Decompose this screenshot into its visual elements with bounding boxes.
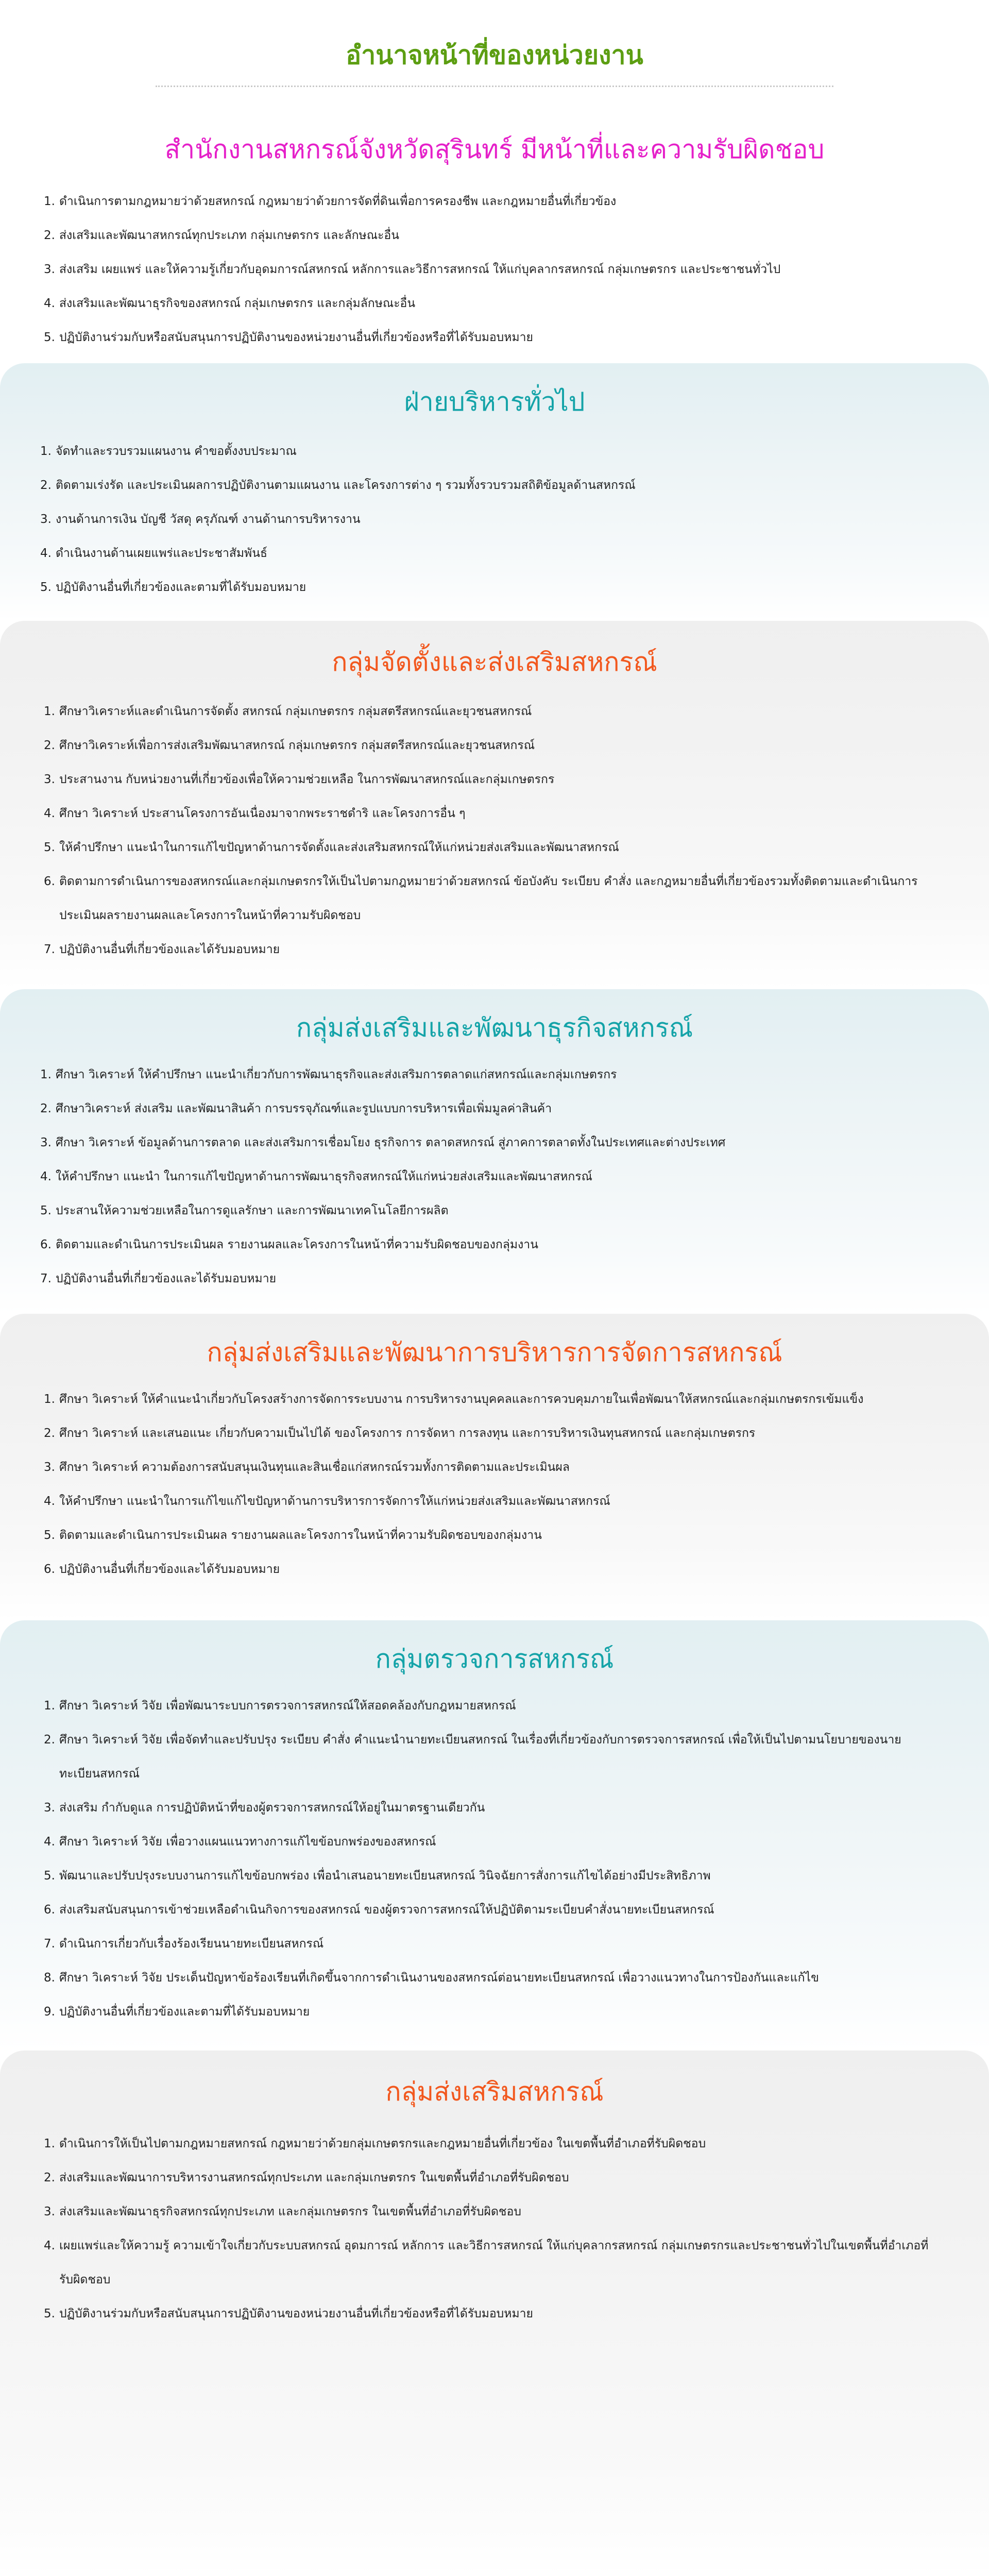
list-item: ติดตามเร่งรัด และประเมินผลการปฏิบัติงานตามแผนงาน และโครงการต่าง ๆ รวมทั้งรวบรวมสถิติข้อมูลด้านสหกรณ์ — [56, 479, 636, 492]
list-item: ศึกษาวิเคราะห์และดำเนินการจัดตั้ง สหกรณ์ กลุ่มเกษตรกร กลุ่มสตรีสหกรณ์และยุวชนสหกรณ์ — [59, 705, 532, 718]
list-item: ปฏิบัติงานร่วมกับหรือสนับสนุนการปฏิบัติงานของหน่วยงานอื่นที่เกี่ยวข้องหรือที่ได้รับมอบหมาย — [59, 2307, 533, 2320]
list-item: ให้คำปรึกษา แนะนำในการแก้ไขแก้ไขปัญหาด้านการบริหารการจัดการให้แก่หน่วยส่งเสริมและพัฒนาสหกรณ์ — [59, 1495, 610, 1508]
duty-list — [44, 184, 950, 354]
section-cooperative-promotion — [0, 2050, 989, 2576]
duty-list — [40, 1058, 947, 1296]
list-item: ศึกษา วิเคราะห์ ให้คำปรึกษา แนะนำเกี่ยวกับการพัฒนาธุรกิจและส่งเสริมการตลาดแก่สหกรณ์และกลุ่มเกษตรกร — [56, 1068, 617, 1081]
list-item: ดำเนินงานด้านเผยแพร่และประชาสัมพันธ์ — [56, 547, 267, 560]
section-heading: กลุ่มจัดตั้งและส่งเสริมสหกรณ์ — [332, 647, 657, 677]
section-heading: กลุ่มส่งเสริมสหกรณ์ — [385, 2077, 604, 2107]
list-item: ส่งเสริมสนับสนุนการเข้าช่วยเหลือดำเนินกิจการของสหกรณ์ ของผู้ตรวจการสหกรณ์ให้ปฏิบัติตามระเบียบคำสั่งนายทะเบียนสหกรณ์ — [59, 1903, 714, 1917]
list-item: ศึกษา วิเคราะห์ ประสานโครงการอันเนื่องมาจากพระราชดำริ และโครงการอื่น ๆ — [59, 807, 466, 820]
duty-list — [44, 2127, 940, 2331]
list-item: ให้คำปรึกษา แนะนำในการแก้ไขปัญหาด้านการจัดตั้งและส่งเสริมสหกรณ์ให้แก่หน่วยส่งเสริมและพัฒนาสหกรณ์ — [59, 841, 619, 854]
list-item: ดำเนินการตามกฎหมายว่าด้วยสหกรณ์ กฎหมายว่าด้วยการจัดที่ดินเพื่อการครองชีพ และกฎหมายอื่นที่เกี่ยวข้อง — [59, 195, 617, 208]
list-item: ศึกษา วิเคราะห์ ให้คำแนะนำเกี่ยวกับโครงสร้างการจัดการระบบงาน การบริหารงานบุคคลและการควบคุมภายในเพื่อพัฒนาให้สหกรณ์และกลุ่มเกษตรกรเข้มแข็ง — [59, 1393, 864, 1406]
list-item: ประสานให้ความช่วยเหลือในการดูแลรักษา และการพัฒนาเทคโนโลยีการผลิต — [56, 1204, 449, 1217]
list-item: ศึกษา วิเคราะห์ วิจัย เพื่อวางแผนแนวทางการแก้ไขข้อบกพร่องของสหกรณ์ — [59, 1835, 436, 1849]
list-item: ศึกษา วิเคราะห์ วิจัย ประเด็นปัญหาข้อร้องเรียนที่เกิดขึ้นจากการดำเนินงานของสหกรณ์ต่อนายทะเบียนสหกรณ์ เพื่อวางแนวทางในการป้องกันและแก้ไข — [59, 1971, 819, 1985]
list-item: ศึกษาวิเคราะห์ ส่งเสริม และพัฒนาสินค้า การบรรจุภัณฑ์และรูปแบบการบริหารเพื่อเพิ่มมูลค่าสินค้า — [56, 1102, 552, 1115]
list-item: ศึกษา วิเคราะห์ และเสนอแนะ เกี่ยวกับความเป็นไปได้ ของโครงการ การจัดหา การลงทุน และการบริหารเงินทุนสหกรณ์ และกลุ่มเกษตรกร — [59, 1427, 756, 1440]
list-item: ศึกษาวิเคราะห์เพื่อการส่งเสริมพัฒนาสหกรณ์ กลุ่มเกษตรกร กลุ่มสตรีสหกรณ์และยุวชนสหกรณ์ — [59, 739, 535, 752]
duty-list — [44, 1382, 961, 1586]
section-management-development — [0, 1314, 989, 1620]
list-item: ปฏิบัติงานอื่นที่เกี่ยวข้องและตามที่ได้รับมอบหมาย — [59, 2005, 310, 2019]
list-item: ศึกษา วิเคราะห์ ความต้องการสนับสนุนเงินทุนและสินเชื่อแก่สหกรณ์รวมทั้งการติดตามและประเมินผล — [59, 1461, 570, 1474]
list-item: ประสานงาน กับหน่วยงานที่เกี่ยวข้องเพื่อให้ความช่วยเหลือ ในการพัฒนาสหกรณ์และกลุ่มเกษตรกร — [59, 773, 555, 786]
page-header — [0, 0, 989, 90]
list-item: ปฏิบัติงานร่วมกับหรือสนับสนุนการปฏิบัติงานของหน่วยงานอื่นที่เกี่ยวข้องหรือที่ได้รับมอบหมาย — [59, 331, 533, 344]
list-item: ติดตามการดำเนินการของสหกรณ์และกลุ่มเกษตรกรให้เป็นไปตามกฎหมายว่าด้วยสหกรณ์ ข้อบังคับ ระเบียบ คำสั่ง และกฎหมายอื่นที่เกี่ยวข้องรวมทั้งติดตามและดำเนินการประเมินผลรายงานผลและโครงการในหน้าที่ความรับผิดชอบ — [59, 875, 918, 922]
list-item: ดำเนินการให้เป็นไปตามกฎหมายสหกรณ์ กฎหมายว่าด้วยกลุ่มเกษตรกรและกฎหมายอื่นที่เกี่ยวข้อง ในเขตพื้นที่อำเภอที่รับผิดชอบ — [59, 2137, 706, 2150]
section-establishment-promotion — [0, 621, 989, 989]
list-item: ส่งเสริม กำกับดูแล การปฏิบัติหน้าที่ของผู้ตรวจการสหกรณ์ให้อยู่ในมาตรฐานเดียวกัน — [59, 1801, 485, 1815]
list-item: ติดตามและดำเนินการประเมินผล รายงานผลและโครงการในหน้าที่ความรับผิดชอบของกลุ่มงาน — [59, 1529, 542, 1542]
list-item: ส่งเสริมและพัฒนาสหกรณ์ทุกประเภท กลุ่มเกษตรกร และลักษณะอื่น — [59, 229, 399, 242]
list-item: ปฏิบัติงานอื่นที่เกี่ยวข้องและตามที่ได้รับมอบหมาย — [56, 581, 306, 594]
list-item: ติดตามและดำเนินการประเมินผล รายงานผลและโครงการในหน้าที่ความรับผิดชอบของกลุ่มงาน — [56, 1238, 538, 1251]
section-heading: สำนักงานสหกรณ์จังหวัดสุรินทร์ มีหน้าที่และความรับผิดชอบ — [164, 134, 825, 164]
title-divider — [156, 86, 833, 87]
section-business-development — [0, 989, 989, 1314]
list-item: ส่งเสริมและพัฒนาการบริหารงานสหกรณ์ทุกประเภท และกลุ่มเกษตรกร ในเขตพื้นที่อำเภอที่รับผิดชอบ — [59, 2171, 569, 2184]
list-item: ส่งเสริมและพัฒนาธุรกิจของสหกรณ์ กลุ่มเกษตรกร และกลุ่มลักษณะอื่น — [59, 297, 416, 310]
list-item: งานด้านการเงิน บัญชี วัสดุ ครุภัณฑ์ งานด้านการบริหารงาน — [56, 513, 361, 526]
list-item: ปฏิบัติงานอื่นที่เกี่ยวข้องและได้รับมอบหมาย — [59, 1563, 280, 1576]
list-item: ศึกษา วิเคราะห์ ข้อมูลด้านการตลาด และส่งเสริมการเชื่อมโยง ธุรกิจการ ตลาดสหกรณ์ สู่ภาคการตลาดทั้งในประเทศและต่างประเทศ — [56, 1136, 726, 1149]
section-heading: กลุ่มตรวจการสหกรณ์ — [375, 1644, 614, 1674]
section-heading: ฝ่ายบริหารทั่วไป — [404, 387, 585, 417]
list-item: ศึกษา วิเคราะห์ วิจัย เพื่อพัฒนาระบบการตรวจการสหกรณ์ให้สอดคล้องกับกฎหมายสหกรณ์ — [59, 1699, 516, 1713]
list-item: พัฒนาและปรับปรุงระบบงานการแก้ไขข้อบกพร่อง เพื่อนำเสนอนายทะเบียนสหกรณ์ วินิจฉัยการสั่งการแก้ไขได้อย่างมีประสิทธิภาพ — [59, 1869, 711, 1883]
page-title: อำนาจหน้าที่ของหน่วยงาน — [346, 40, 643, 70]
section-heading: กลุ่มส่งเสริมและพัฒนาการบริหารการจัดการสหกรณ์ — [207, 1337, 782, 1367]
list-item: ให้คำปรึกษา แนะนำ ในการแก้ไขปัญหาด้านการพัฒนาธุรกิจสหกรณ์ให้แก่หน่วยส่งเสริมและพัฒนาสหกรณ์ — [56, 1170, 592, 1183]
list-item: ส่งเสริมและพัฒนาธุรกิจสหกรณ์ทุกประเภท และกลุ่มเกษตรกร ในเขตพื้นที่อำเภอที่รับผิดชอบ — [59, 2205, 521, 2218]
section-heading: กลุ่มส่งเสริมและพัฒนาธุรกิจสหกรณ์ — [296, 1013, 693, 1043]
list-item: เผยแพร่และให้ความรู้ ความเข้าใจเกี่ยวกับระบบสหกรณ์ อุดมการณ์ หลักการ และวิธีการสหกรณ์ ให้แก่บุคลากรสหกรณ์ กลุ่มเกษตรกรและประชาชนทั่วไปในเขตพื้นที่อำเภอที่รับผิดชอบ — [59, 2239, 929, 2286]
section-general-admin — [0, 363, 989, 621]
list-item: ศึกษา วิเคราะห์ วิจัย เพื่อจัดทำและปรับปรุง ระเบียบ คำสั่ง คำแนะนำนายทะเบียนสหกรณ์ ในเรื่องที่เกี่ยวข้องกับการตรวจการสหกรณ์ เพื่อให้เป็นไปตามนโยบายของนายทะเบียนสหกรณ์ — [59, 1733, 901, 1781]
list-item: ปฏิบัติงานอื่นที่เกี่ยวข้องและได้รับมอบหมาย — [59, 943, 280, 956]
list-item: ส่งเสริม เผยแพร่ และให้ความรู้เกี่ยวกับอุดมการณ์สหกรณ์ หลักการและวิธีการสหกรณ์ ให้แก่บุคลากรสหกรณ์ กลุ่มเกษตรกร และประชาชนทั่วไป — [59, 263, 781, 276]
duty-list — [44, 1689, 909, 2029]
list-item: ดำเนินการเกี่ยวกับเรื่องร้องเรียนนายทะเบียนสหกรณ์ — [59, 1937, 324, 1951]
list-item: ปฏิบัติงานอื่นที่เกี่ยวข้องและได้รับมอบหมาย — [56, 1272, 277, 1285]
list-item: จัดทำและรวบรวมแผนงาน คำขอตั้งงบประมาณ — [56, 445, 297, 458]
duty-list — [44, 694, 950, 967]
section-provincial-office — [0, 111, 989, 363]
duty-list — [40, 434, 947, 604]
section-cooperative-inspection — [0, 1620, 989, 2050]
